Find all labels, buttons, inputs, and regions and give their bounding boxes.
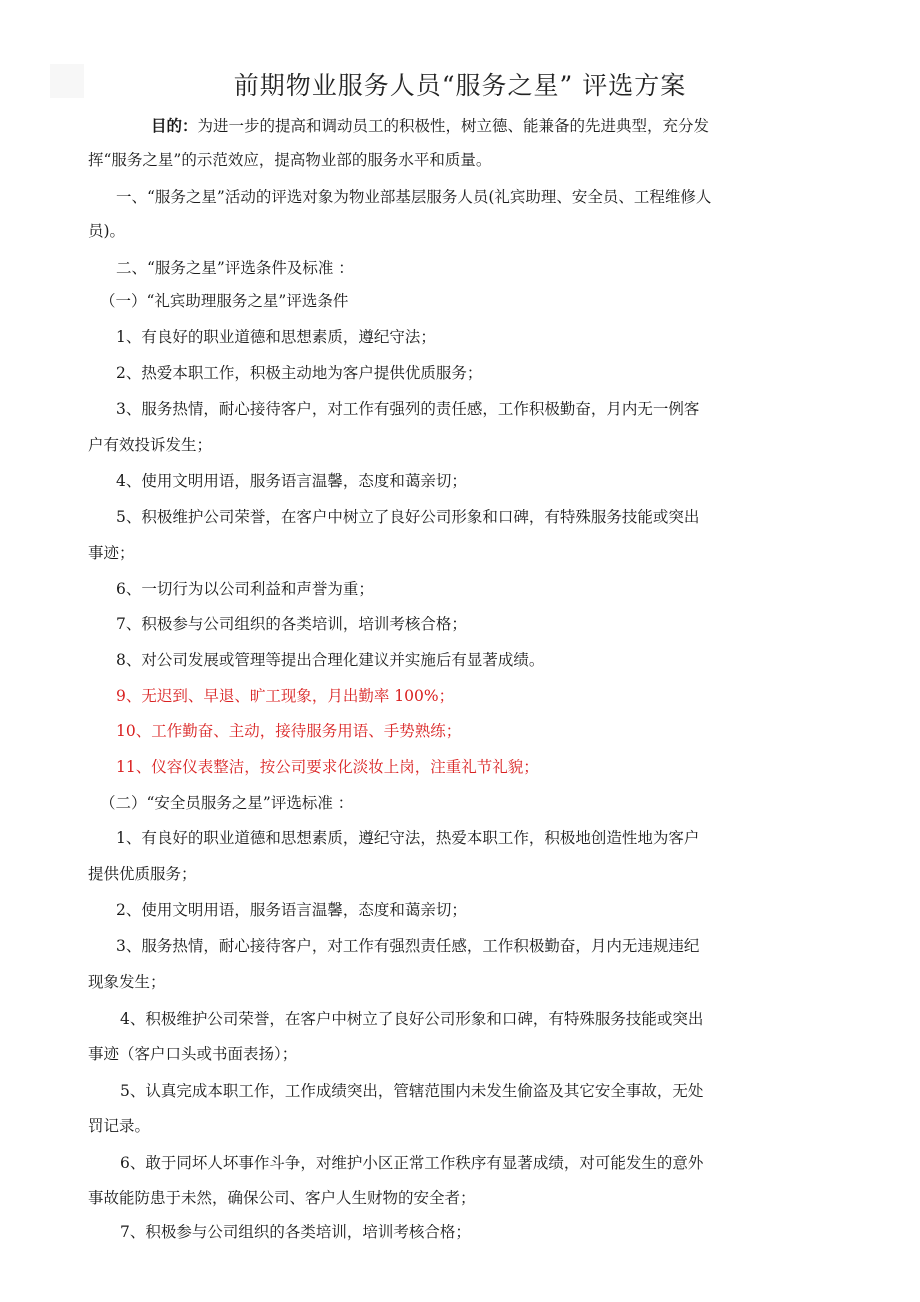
body-line: 现象发生； — [88, 973, 166, 991]
body-line: （二）“安全员服务之星”评选标准 ： — [100, 794, 354, 812]
body-line: 1、有良好的职业道德和思想素质，遵纪守法； — [116, 328, 436, 346]
body-line: 1、有良好的职业道德和思想素质，遵纪守法，热爱本职工作，积极地创造性地为客户 — [116, 829, 700, 847]
body-line: 户有效投诉发生； — [88, 436, 213, 454]
body-line: 4、使用文明用语，服务语言温馨，态度和蔼亲切； — [116, 472, 467, 490]
body-line: 2、热爱本职工作，积极主动地为客户提供优质服务； — [116, 364, 483, 382]
purpose-label: 目的： — [151, 116, 198, 135]
body-line: 10、工作勤奋、主动，接待服务用语、手势熟练； — [116, 722, 462, 740]
body-line: 7、积极参与公司组织的各类培训，培训考核合格； — [120, 1223, 471, 1241]
body-line: 员)。 — [88, 222, 126, 240]
body-line: 3、服务热情，耐心接待客户，对工作有强列的责任感，工作积极勤奋，月内无一例客 — [116, 400, 700, 418]
body-line: 二、“服务之星”评选条件及标准 ： — [116, 259, 354, 277]
body-line: 事迹（客户口头或书面表扬）； — [88, 1045, 298, 1063]
body-line: 11、仪容仪表整洁，按公司要求化淡妆上岗，注重礼节礼貌； — [116, 758, 539, 776]
body-line: 事故能防患于未然，确保公司、客户人生财物的安全者； — [88, 1189, 476, 1207]
body-line — [88, 116, 885, 136]
body-line: 3、服务热情，耐心接待客户，对工作有强烈责任感，工作积极勤奋，月内无违规违纪 — [116, 937, 700, 955]
body-line: （一）“礼宾助理服务之星”评选条件 — [100, 292, 349, 310]
body-line: 9、无迟到、早退、旷工现象，月出勤率 100%； — [116, 687, 455, 705]
body-line: 8、对公司发展或管理等提出合理化建议并实施后有显著成绩。 — [116, 651, 545, 669]
body-line: 4、积极维护公司荣誉，在客户中树立了良好公司形象和口碑，有特殊服务技能或突出 — [120, 1010, 704, 1028]
body-line: 6、敢于同坏人坏事作斗争，对维护小区正常工作秩序有显著成绩，对可能发生的意外 — [120, 1154, 704, 1172]
body-line: 事迹； — [88, 544, 135, 562]
body-line: 6、一切行为以公司利益和声誉为重； — [116, 580, 374, 598]
body-line: 7、积极参与公司组织的各类培训，培训考核合格； — [116, 615, 467, 633]
body-line: 2、使用文明用语，服务语言温馨，态度和蔼亲切； — [116, 901, 467, 919]
body-line: 罚记录。 — [88, 1117, 151, 1135]
body-line: 提供优质服务； — [88, 865, 197, 883]
body-line: 5、积极维护公司荣誉，在客户中树立了良好公司形象和口碑，有特殊服务技能或突出 — [116, 508, 700, 526]
body-line: 一、“服务之星”活动的评选对象为物业部基层服务人员(礼宾助理、安全员、工程维修人 — [116, 188, 712, 206]
body-line: 挥“服务之星”的示范效应，提高物业部的服务水平和质量。 — [88, 151, 492, 169]
document-title: 前期物业服务人员“服务之星” 评选方案 — [233, 71, 687, 100]
body-line: 5、认真完成本职工作，工作成绩突出，管辖范围内未发生偷盗及其它安全事故，无处 — [120, 1082, 704, 1100]
purpose-text: 为进一步的提高和调动员工的积极性，树立德、能兼备的先进典型，充分发 — [197, 117, 710, 135]
